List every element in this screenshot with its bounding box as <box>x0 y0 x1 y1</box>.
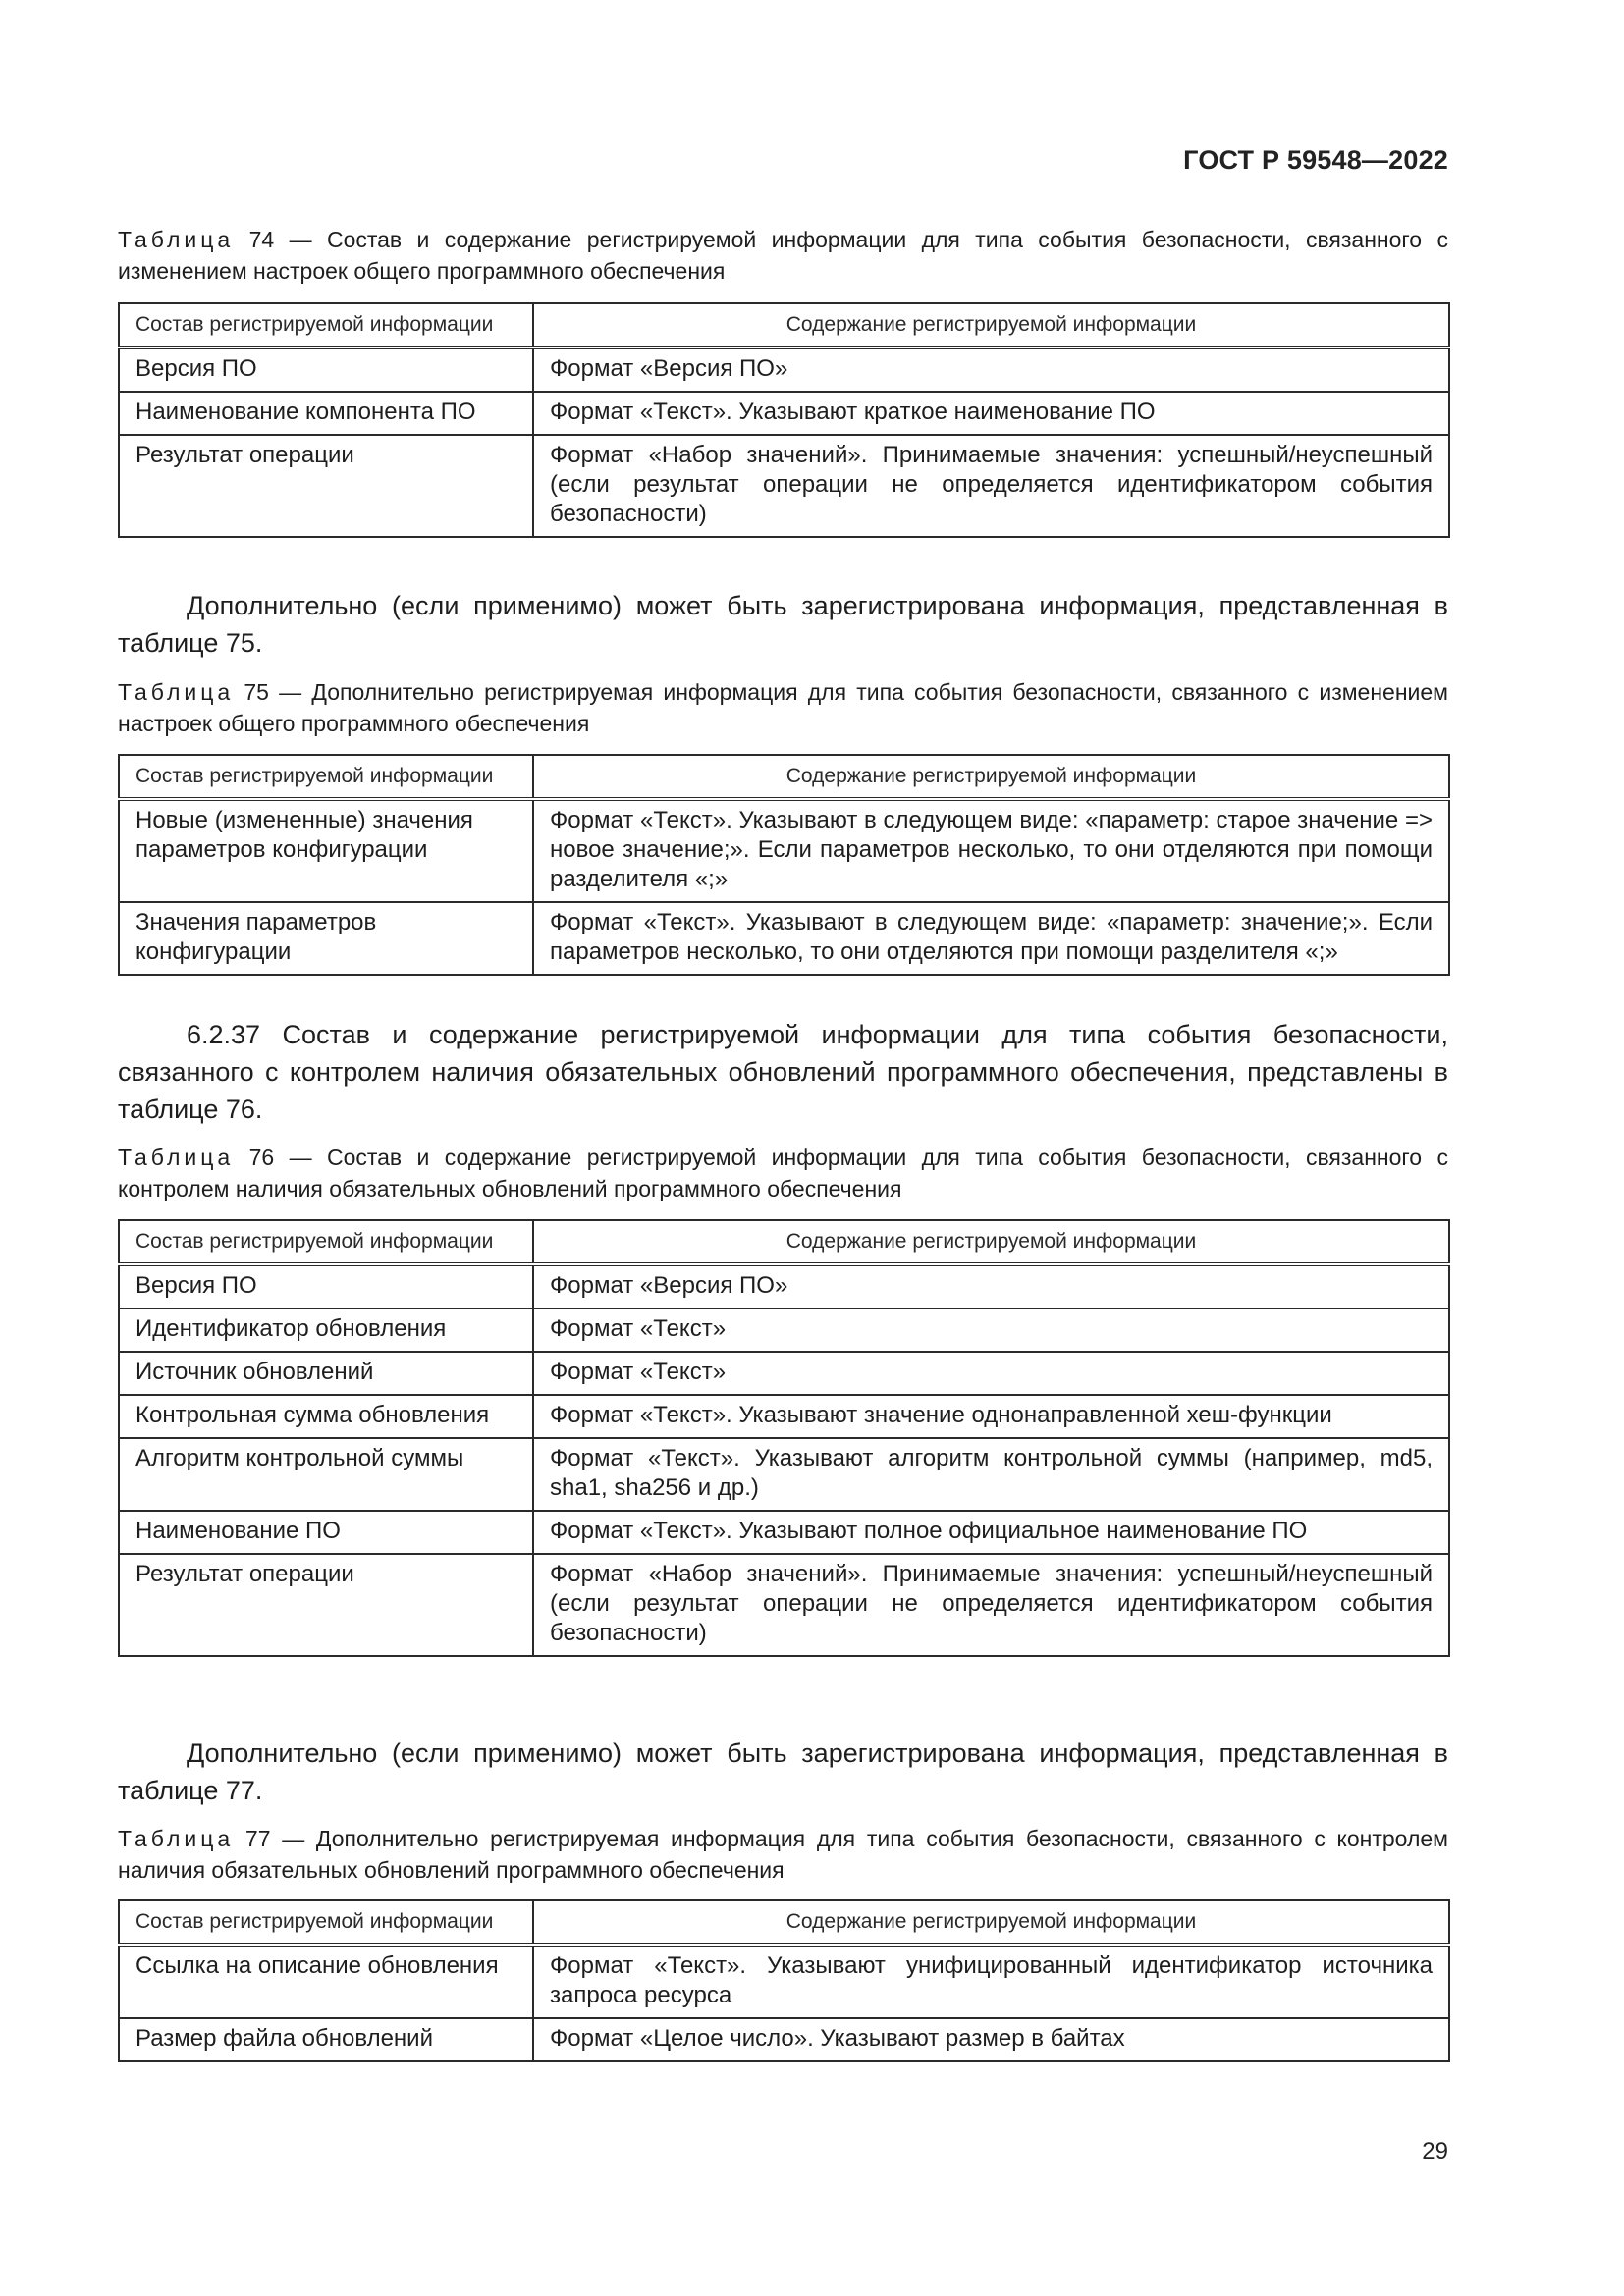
table-header-row <box>119 1220 1449 1264</box>
cell-composition: Наименование ПО <box>119 1511 533 1554</box>
cell-composition: Ссылка на описание обновления <box>119 1945 533 2018</box>
cell-composition: Версия ПО <box>119 347 533 392</box>
cell-composition: Контрольная сумма обновления <box>119 1395 533 1438</box>
table-row <box>119 392 1449 435</box>
table-row <box>119 1308 1449 1352</box>
table-row <box>119 799 1449 902</box>
column-header-composition: Состав регистрируемой информации <box>119 755 533 799</box>
document-header: ГОСТ Р 59548—2022 <box>1183 145 1448 175</box>
table-77-caption-label: Таблица <box>118 1826 235 1851</box>
cell-composition: Идентификатор обновления <box>119 1308 533 1352</box>
cell-composition: Алгоритм контрольной суммы <box>119 1438 533 1511</box>
table-76-caption <box>118 1142 1448 1204</box>
table-row <box>119 902 1449 975</box>
paragraph-additional-77: Дополнительно (если применимо) может быть зарегистрирована информация, представленная в таблице 77. <box>118 1738 1448 1805</box>
cell-content: Формат «Текст». Указывают краткое наименование ПО <box>533 392 1449 435</box>
table-row <box>119 1264 1449 1308</box>
cell-content: Формат «Версия ПО» <box>533 347 1449 392</box>
table-75 <box>118 754 1450 976</box>
cell-composition: Версия ПО <box>119 1264 533 1308</box>
cell-composition: Новые (измененные) значения параметров конфигурации <box>119 799 533 902</box>
paragraph-additional-75: Дополнительно (если применимо) может быть зарегистрирована информация, представленная в таблице 75. <box>118 591 1448 658</box>
cell-composition: Результат операции <box>119 1554 533 1656</box>
table-75-caption <box>118 676 1448 739</box>
table-74-caption <box>118 224 1448 287</box>
cell-content: Формат «Версия ПО» <box>533 1264 1449 1308</box>
table-row <box>119 1945 1449 2018</box>
table-77 <box>118 1899 1450 2062</box>
table-row <box>119 1395 1449 1438</box>
cell-composition: Размер файла обновлений <box>119 2018 533 2061</box>
cell-composition: Результат операции <box>119 435 533 537</box>
cell-content: Формат «Текст» <box>533 1352 1449 1395</box>
table-74-caption-label: Таблица <box>118 227 235 252</box>
table-75-caption-label: Таблица <box>118 679 235 705</box>
column-header-content: Содержание регистрируемой информации <box>533 1220 1449 1264</box>
table-74-caption-text: 74 — Состав и содержание регистрируемой информации для типа события безопасности, связанного с изменением настроек общего программного обеспечения <box>118 227 1448 284</box>
table-76-caption-text: 76 — Состав и содержание регистрируемой информации для типа события безопасности, связанного с контролем наличия обязательных обновлений программного обеспечения <box>118 1145 1448 1201</box>
page-number: 29 <box>1422 2138 1448 2164</box>
table-header-row <box>119 755 1449 799</box>
cell-content: Формат «Текст». Указывают алгоритм контрольной суммы (например, md5, sha1, sha256 и др.) <box>533 1438 1449 1511</box>
column-header-composition: Состав регистрируемой информации <box>119 303 533 347</box>
table-row <box>119 2018 1449 2061</box>
table-header-row <box>119 303 1449 347</box>
cell-composition: Значения параметров конфигурации <box>119 902 533 975</box>
cell-composition: Наименование компонента ПО <box>119 392 533 435</box>
cell-content: Формат «Текст». Указывают унифицированный идентификатор источника запроса ресурса <box>533 1945 1449 2018</box>
table-74 <box>118 302 1450 538</box>
cell-content: Формат «Текст». Указывают значение однонаправленной хеш-функции <box>533 1395 1449 1438</box>
table-row <box>119 1554 1449 1656</box>
cell-content: Формат «Текст». Указывают в следующем виде: «параметр: старое значение => новое значение;». Если параметров несколько, то они отделяются при помощи разделителя «;» <box>533 799 1449 902</box>
table-77-caption <box>118 1823 1448 1886</box>
cell-content: Формат «Текст» <box>533 1308 1449 1352</box>
column-header-composition: Состав регистрируемой информации <box>119 1900 533 1945</box>
table-75-caption-text: 75 — Дополнительно регистрируемая информация для типа события безопасности, связанного с изменением настроек общего программного обеспечения <box>118 679 1448 736</box>
cell-content: Формат «Целое число». Указывают размер в байтах <box>533 2018 1449 2061</box>
table-76 <box>118 1219 1450 1657</box>
table-row <box>119 347 1449 392</box>
table-header-row <box>119 1900 1449 1945</box>
table-row <box>119 1438 1449 1511</box>
column-header-content: Содержание регистрируемой информации <box>533 1900 1449 1945</box>
cell-composition: Источник обновлений <box>119 1352 533 1395</box>
table-row <box>119 1352 1449 1395</box>
column-header-content: Содержание регистрируемой информации <box>533 755 1449 799</box>
table-row <box>119 1511 1449 1554</box>
cell-content: Формат «Текст». Указывают в следующем виде: «параметр: значение;». Если параметров несколько, то они отделяются при помощи разделителя «;» <box>533 902 1449 975</box>
cell-content: Формат «Набор значений». Принимаемые значения: успешный/неуспешный (если результат операции не определяется идентификатором события безопасности) <box>533 1554 1449 1656</box>
table-row <box>119 435 1449 537</box>
paragraph-6-2-37: 6.2.37 Состав и содержание регистрируемой информации для типа события безопасности, связанного с контролем наличия обязательных обновлений программного обеспечения, представлены в таблице 76. <box>118 1020 1448 1124</box>
cell-content: Формат «Текст». Указывают полное официальное наименование ПО <box>533 1511 1449 1554</box>
cell-content: Формат «Набор значений». Принимаемые значения: успешный/неуспешный (если результат операции не определяется идентификатором события безопасности) <box>533 435 1449 537</box>
table-77-caption-text: 77 — Дополнительно регистрируемая информация для типа события безопасности, связанного с контролем наличия обязательных обновлений программного обеспечения <box>118 1826 1448 1883</box>
column-header-composition: Состав регистрируемой информации <box>119 1220 533 1264</box>
column-header-content: Содержание регистрируемой информации <box>533 303 1449 347</box>
table-76-caption-label: Таблица <box>118 1145 235 1170</box>
